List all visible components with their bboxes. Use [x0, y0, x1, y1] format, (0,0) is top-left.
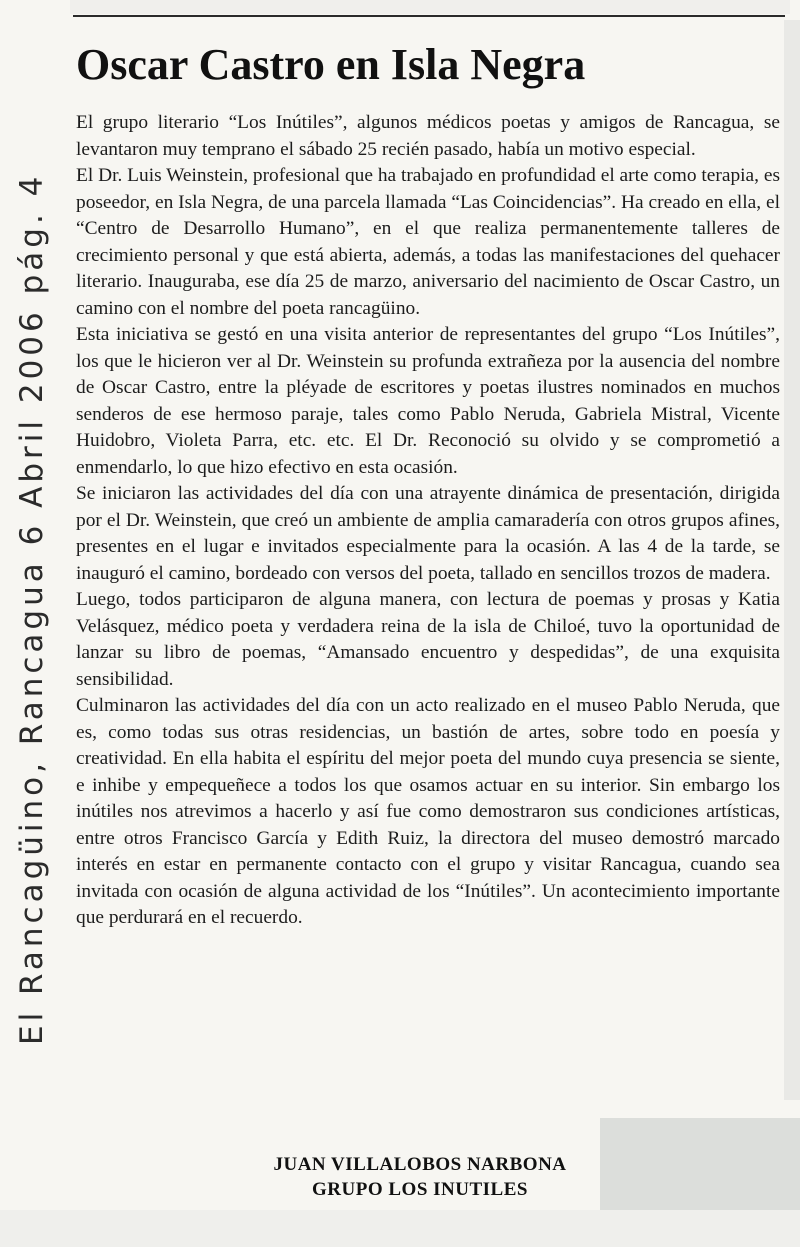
bleed-through-text-area	[70, 0, 790, 14]
top-rule	[73, 15, 785, 17]
byline	[160, 1152, 680, 1202]
article-headline: Oscar Castro en Isla Negra	[76, 40, 586, 89]
article-body	[76, 110, 780, 932]
article-paragraph: Culminaron las actividades del día con un acto realizado en el museo Pablo Neruda, que es, como todas sus otras residencias, un bastión de artes, sobre todo en poesía y creatividad. En ella habita el espíritu del mejor poeta del mundo cuya presencia se siente, e inhibe y empequeñece a todos los que osamos actuar en su interior. Sin embargo los inútiles nos atrevimos a hacerlo y así fue como demostraron sus condiciones artísticas, entre otros Francisco García y Edith Ruiz, la directora del museo demostró marcado interés en estar en permanente contacto con el grupo y visitar Rancagua, cuando sea invitada con ocasión de alguna actividad de los “Inútiles”. Un acontecimiento importante que perdurará en el recuerdo.	[76, 695, 780, 928]
bottom-margin	[0, 1210, 800, 1247]
adjacent-column-edge	[784, 20, 800, 1100]
article-paragraph: Esta iniciativa se gestó en una visita anterior de representantes del grupo “Los Inútiles”, los que le hicieron ver al Dr. Weinstein su profunda extrañeza por la ausencia del nombre de Oscar Castro, entre la pléyade de escritores y poetas ilustres nominados en muchos senderos de ese hermoso paraje, tales como Pablo Neruda, Gabriela Mistral, Vicente Huidobro, Violeta Parra, etc. etc. El Dr. Reconoció su olvido y se comprometió a enmendarlo, lo que hizo efectivo en esta ocasión.	[76, 324, 780, 478]
article-paragraph: Luego, todos participaron de alguna manera, con lectura de poemas y prosas y Katia Velásquez, médico poeta y verdadera reina de la isla de Chiloé, tuvo la oportunidad de lanzar su libro de poemas, “Amansado encuentro y despedidas”, de una exquisita sensibilidad.	[76, 589, 780, 690]
article-paragraph: Se iniciaron las actividades del día con una atrayente dinámica de presentación, dirigida por el Dr. Weinstein, que creó un ambiente de amplia camaradería con otros grupos afines, presentes en el lugar e invitados especialmente para la ocasión. A las 4 de la tarde, se inauguró el camino, bordeado con versos del poeta, tallado en sencillos trozos de madera.	[76, 483, 780, 584]
article-paragraph: El grupo literario “Los Inútiles”, algunos médicos poetas y amigos de Rancagua, se levantaron muy temprano el sábado 25 recién pasado, había un motivo especial.	[76, 112, 780, 160]
article-paragraph: El Dr. Luis Weinstein, profesional que ha trabajado en profundidad el arte como terapia, es poseedor, en Isla Negra, de una parcela llamada “Las Coincidencias”. Ha creado en ella, el “Centro de Desarrollo Humano”, en el que realiza permanentemente talleres de crecimiento personal y que está abierta, además, a todas las manifestaciones del quehacer literario. Inauguraba, ese día 25 de marzo, aniversario del nacimiento de Oscar Castro, un camino con el nombre del poeta rancagüino.	[76, 165, 780, 319]
handwritten-margin-note: El Rancagüino, Rancagua 6 Abril 2006 pág. 4	[14, 172, 50, 1045]
byline-group: GRUPO LOS INUTILES	[312, 1179, 528, 1200]
byline-author: JUAN VILLALOBOS NARBONA	[273, 1154, 567, 1175]
